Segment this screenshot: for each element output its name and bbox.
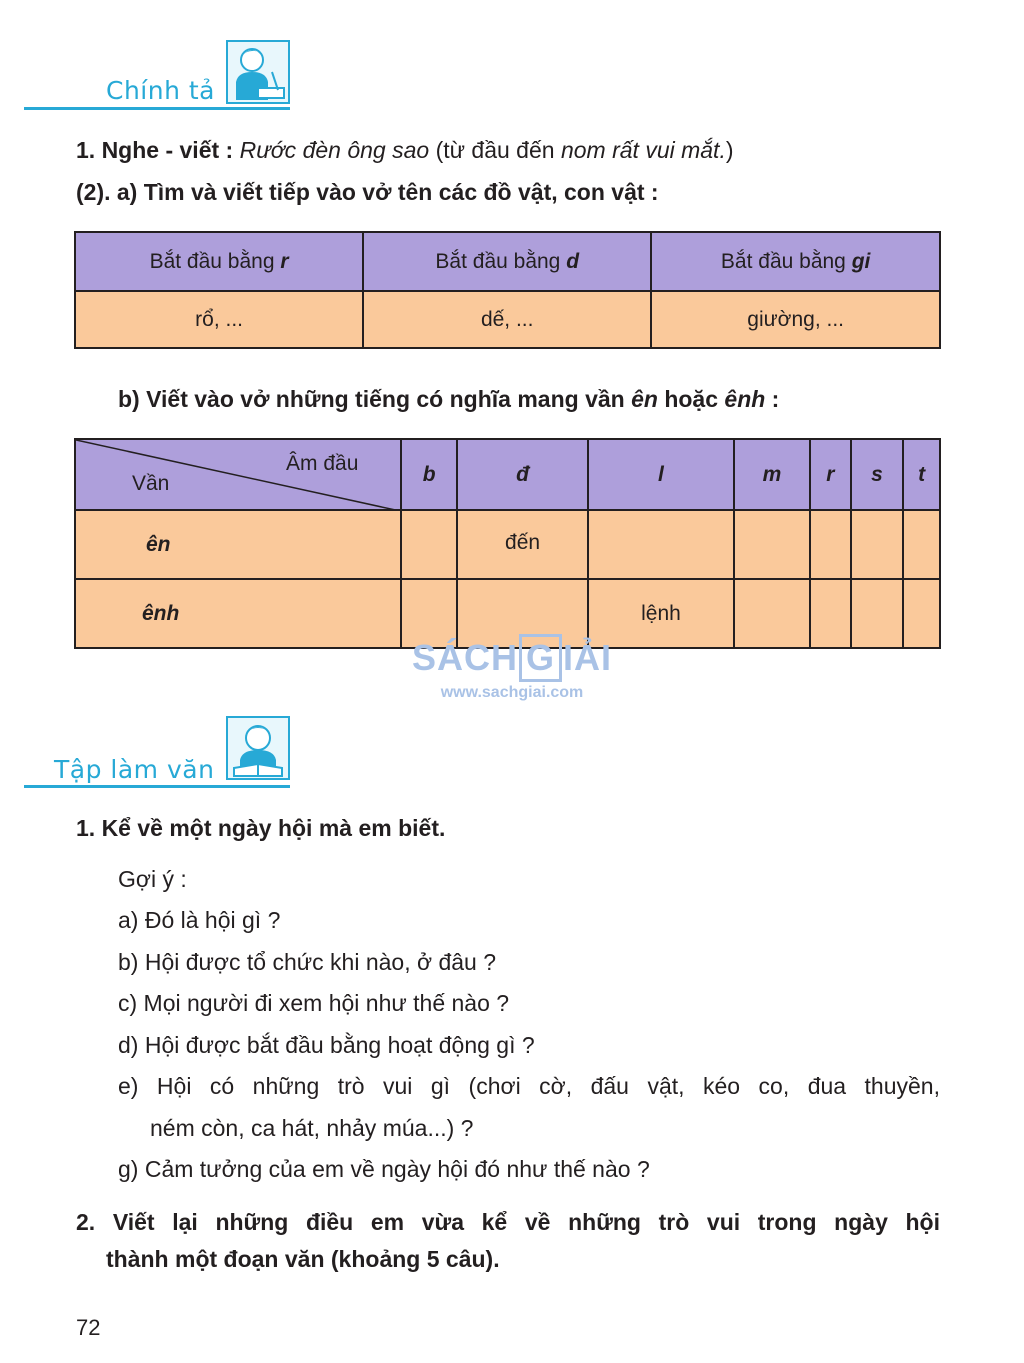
tlv-question-2-cont: thành một đoạn văn (khoảng 5 câu). bbox=[106, 1246, 500, 1272]
child-reading-icon bbox=[226, 716, 290, 780]
q2b-en: ên bbox=[631, 386, 658, 412]
column-header: s bbox=[851, 439, 903, 510]
hint-item: b) Hội được tổ chức khi nào, ở đâu ? bbox=[118, 949, 497, 975]
section-underline bbox=[24, 107, 290, 110]
section-underline bbox=[24, 785, 290, 788]
range-end: nom rất vui mắt. bbox=[560, 137, 726, 163]
hint-item: a) Đó là hội gì ? bbox=[118, 907, 281, 933]
table-cell: đến bbox=[457, 510, 588, 579]
header-letter: gi bbox=[851, 249, 871, 273]
hint-label: Gợi ý : bbox=[118, 866, 187, 892]
column-header: m bbox=[734, 439, 810, 510]
question-2a: (2). a) Tìm và viết tiếp vào vở tên các đồ vật, con vật : bbox=[76, 179, 659, 205]
table-cell bbox=[734, 579, 810, 648]
tlv-question-1: 1. Kể về một ngày hội mà em biết. bbox=[76, 815, 446, 841]
column-header: t bbox=[903, 439, 940, 510]
q2b-text: hoặc bbox=[657, 386, 725, 412]
header-label: Bắt đầu bằng bbox=[720, 249, 852, 273]
q2b-text: b) Viết vào vở những tiếng có nghĩa mang vần bbox=[118, 386, 632, 412]
watermark-brand: SÁCH bbox=[411, 637, 518, 678]
table-header-d bbox=[363, 232, 651, 291]
watermark-brand: IẢI bbox=[563, 637, 613, 678]
child-writing-icon bbox=[226, 40, 290, 104]
table-cell bbox=[903, 579, 940, 648]
watermark-logo bbox=[404, 634, 620, 702]
page-number: 72 bbox=[76, 1315, 101, 1340]
question-1-dictation bbox=[76, 137, 734, 164]
table-cell bbox=[903, 510, 940, 579]
q2b-enh: ênh bbox=[724, 386, 766, 412]
question-number: 1. Nghe - viết : bbox=[76, 137, 234, 163]
table-cell bbox=[851, 510, 903, 579]
question-2b bbox=[118, 386, 779, 413]
paren-close: ) bbox=[725, 137, 734, 163]
hint-item-continued: ném còn, ca hát, nhảy múa...) ? bbox=[150, 1115, 474, 1141]
table-cell: giường, ... bbox=[651, 291, 940, 348]
table-cell bbox=[810, 579, 851, 648]
table-cell: lệnh bbox=[588, 579, 734, 648]
hint-item: c) Mọi người đi xem hội như thế nào ? bbox=[118, 990, 510, 1016]
table-header-r bbox=[75, 232, 363, 291]
range-text: (từ đầu đến bbox=[435, 137, 555, 163]
hint-item: e) Hội có những trò vui gì (chơi cờ, đấu vật, kéo co, đua thuyền, bbox=[118, 1073, 940, 1099]
table-cell bbox=[588, 510, 734, 579]
corner-label-am-dau: Âm đầu bbox=[286, 452, 359, 475]
word-table-rdgi bbox=[74, 231, 941, 349]
hint-item: d) Hội được bắt đầu bằng hoạt động gì ? bbox=[118, 1032, 535, 1058]
rhyme-table bbox=[74, 438, 941, 649]
poem-title: Rước đèn ông sao bbox=[239, 137, 430, 163]
table-header-gi bbox=[651, 232, 940, 291]
table-cell: rổ, ... bbox=[75, 291, 363, 348]
table-cell bbox=[851, 579, 903, 648]
column-header: đ bbox=[457, 439, 588, 510]
column-header: l bbox=[588, 439, 734, 510]
row-label-enh: ênh bbox=[75, 579, 401, 648]
section-title-tap-lam-van: Tập làm văn bbox=[54, 755, 215, 784]
hint-item: g) Cảm tưởng của em về ngày hội đó như thế nào ? bbox=[118, 1156, 650, 1182]
tlv-question-2: 2. Viết lại những điều em vừa kể về những trò vui trong ngày hội bbox=[76, 1209, 940, 1235]
header-letter: d bbox=[566, 249, 580, 273]
section-title-chinh-ta: Chính tả bbox=[106, 76, 216, 105]
table-cell: dế, ... bbox=[363, 291, 651, 348]
corner-label-van: Vần bbox=[132, 472, 170, 495]
table-cell bbox=[401, 510, 457, 579]
header-letter: r bbox=[280, 249, 289, 273]
table-corner-cell bbox=[75, 439, 401, 510]
row-label-en: ên bbox=[75, 510, 401, 579]
table-cell bbox=[734, 510, 810, 579]
column-header: r bbox=[810, 439, 851, 510]
q2b-text: : bbox=[765, 386, 780, 412]
header-label: Bắt đầu bằng bbox=[149, 249, 281, 273]
table-cell bbox=[810, 510, 851, 579]
watermark-g: G bbox=[519, 634, 562, 682]
column-header: b bbox=[401, 439, 457, 510]
header-label: Bắt đầu bằng bbox=[435, 249, 567, 273]
watermark-url: www.sachgiai.com bbox=[440, 684, 584, 701]
